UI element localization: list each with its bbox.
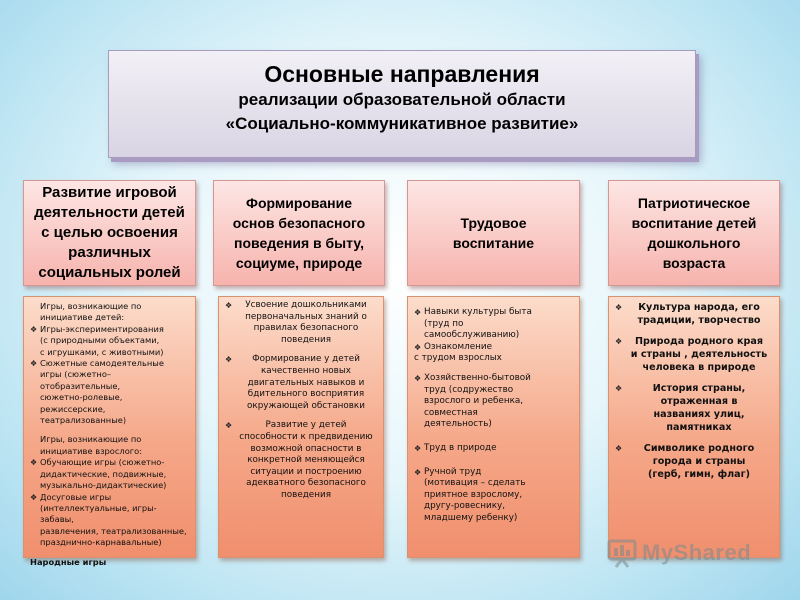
title-main: Основные направления xyxy=(264,61,540,87)
header-safe-behavior: Формирование основ безопасного поведения в быту, социуме, природе xyxy=(213,180,385,286)
column-labor-education xyxy=(407,296,580,558)
diamond-bullet-icon: ❖ xyxy=(414,373,422,383)
diamond-bullet-icon: ❖ xyxy=(414,443,422,453)
diamond-bullet-icon: ❖ xyxy=(225,355,233,365)
diamond-bullet-icon: ❖ xyxy=(30,492,38,502)
diamond-bullet-icon: ❖ xyxy=(225,421,233,431)
list-item: ❖ Развитие у детей способности к предвидению возможной опасности в конкретной меняющейся ситуации и построению адекватного безопасного поведения xyxy=(225,420,373,500)
list-item: ❖ Навыки культуры быта (труд по самообслуживанию) xyxy=(414,307,532,341)
list-item: ❖ Досуговые игры (интеллектуальные, игры-забавы, развлечения, театрализованные, праздничнo-карнавальные) xyxy=(30,491,187,548)
header-labor-education: Трудовое воспитание xyxy=(407,180,580,286)
diamond-bullet-icon: ❖ xyxy=(414,467,422,477)
column-game-activity xyxy=(23,296,196,567)
diamond-bullet-icon: ❖ xyxy=(615,303,623,312)
list-item: ❖ Игры-экспериментирования (с природными объектами, с игрушками, с животными) xyxy=(30,323,164,357)
diamond-bullet-icon: ❖ xyxy=(615,384,623,393)
presentation-icon xyxy=(606,538,642,568)
title-box xyxy=(108,50,696,158)
list-item: ❖ История страны, отраженная в названиях улиц, памятниках xyxy=(615,383,746,433)
watermark-text: MyShared xyxy=(642,540,752,565)
header-game-activity: Развитие игровой деятельности детей с целью освоения различных социальных ролей xyxy=(23,180,196,286)
list-item: ❖ Культура народа, его традиции, творчество xyxy=(615,302,761,326)
title-subtitle-2: «Социально-коммуникативное развитие» xyxy=(225,114,579,133)
column-patriotic-education xyxy=(608,296,780,558)
list-item: с трудом взрослых xyxy=(414,353,502,364)
diamond-bullet-icon: ❖ xyxy=(30,359,38,369)
list-item: Народные игры xyxy=(30,556,107,567)
watermark xyxy=(606,537,751,569)
list-item: Игры, возникающие по инициативе детей: xyxy=(40,301,142,323)
list-item: ❖ Символике родного города и страны (герб, гимн, флаг) xyxy=(615,443,755,480)
list-item: ❖ Сюжетные самодеятельные игры (сюжетно–отобразительные, сюжетно-ролевые, режиссерские, театрализованные) xyxy=(30,358,164,426)
title-subtitle-1: реализации образовательной области xyxy=(238,90,566,109)
list-item: ❖ Ручной труд (мотивация – сделать приятное взрослому, другу-ровеснику, младшему ребенку) xyxy=(414,466,526,523)
list-item: ❖ Труд в природе xyxy=(414,442,497,453)
header-patriotic-education: Патриотическое воспитание детей дошкольного возраста xyxy=(608,180,780,286)
list-item: ❖ Обучающие игры (сюжетно- дидактические, подвижные, музыкально-дидактические) xyxy=(30,457,167,491)
list-item: ❖ Хозяйственно-бытовой труд (содружество взрослого и ребенка, совместная деятельность) xyxy=(414,372,531,430)
diamond-bullet-icon: ❖ xyxy=(615,444,623,453)
diamond-bullet-icon: ❖ xyxy=(225,301,233,310)
list-item: ❖ Ознакомление xyxy=(414,341,492,352)
diamond-bullet-icon: ❖ xyxy=(30,458,38,468)
diamond-bullet-icon: ❖ xyxy=(414,342,422,352)
diamond-bullet-icon: ❖ xyxy=(615,337,623,346)
list-item: ❖ Природа родного края и страны , деятельность человека в природе xyxy=(615,336,768,373)
list-item: ❖ Формирование у детей качественно новых двигательных навыков и бдительного восприятия окружающей обстановки xyxy=(225,354,365,411)
list-item: ❖ Усвоение дошкольниками первоначальных знаний о правилах безопасного поведения xyxy=(225,300,367,345)
diamond-bullet-icon: ❖ xyxy=(414,308,422,317)
column-safe-behavior xyxy=(218,296,384,558)
list-item: Игры, возникающие по инициативе взрослого: xyxy=(40,434,143,456)
diamond-bullet-icon: ❖ xyxy=(30,324,38,334)
